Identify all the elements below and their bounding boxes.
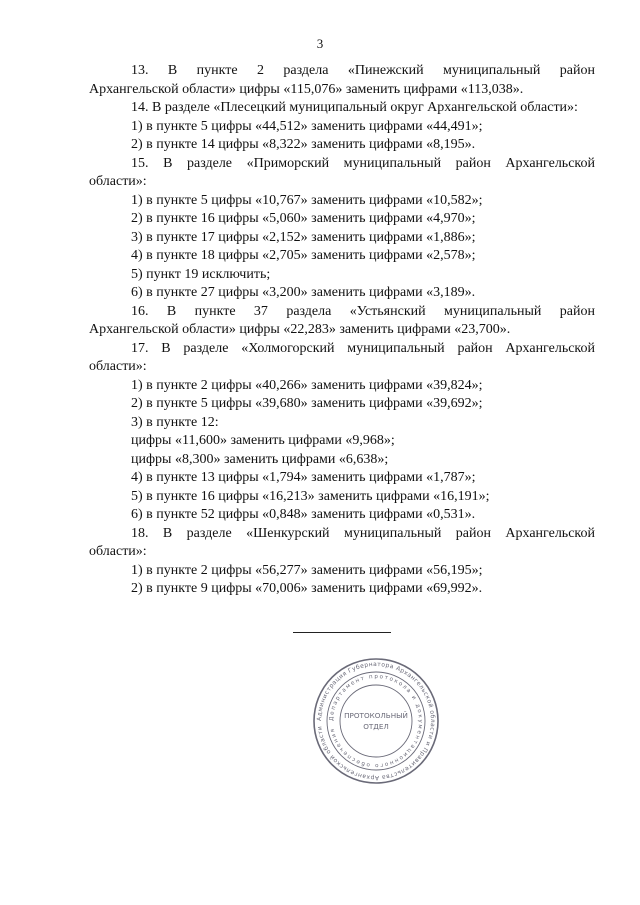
paragraph-item-15: 15. В разделе «Приморский муниципальный район Архангельской [131, 155, 595, 171]
sub-item: 1) в пункте 5 цифры «44,512» заменить цифрами «44,491»; [131, 118, 483, 134]
paragraph-item-17: 17. В разделе «Холмогорский муниципальный район Архангельской [131, 340, 595, 356]
sub-item: 2) в пункте 5 цифры «39,680» заменить цифрами «39,692»; [131, 396, 483, 411]
sub-item: 3) в пункте 12: [131, 414, 219, 430]
paragraph-line: области»: [89, 174, 147, 189]
paragraph-item-14: 14. В разделе «Плесецкий муниципальный округ Архангельской области»: [131, 100, 578, 115]
page-number: 3 [316, 36, 324, 51]
paragraph-item-13: 13. В пункте 2 раздела «Пинежский муниципальный район [131, 63, 595, 78]
paragraph-line: Архангельской области» цифры «22,283» заменить цифрами «23,700». [89, 322, 511, 337]
paragraph-line: Архангельской области» цифры «115,076» заменить цифрами «113,038». [89, 81, 524, 97]
sub-item: цифры «8,300» заменить цифрами «6,638»; [131, 451, 389, 467]
sub-item: 2) в пункте 9 цифры «70,006» заменить цифрами «69,992». [131, 581, 483, 596]
sub-item: 1) в пункте 5 цифры «10,767» заменить цифрами «10,582»; [131, 192, 483, 208]
paragraph-line: области»: [89, 544, 147, 559]
sub-item: цифры «11,600» заменить цифрами «9,968»; [131, 433, 395, 448]
sub-item: 2) в пункте 16 цифры «5,060» заменить цифрами «4,970»; [131, 211, 476, 226]
sub-item: 1) в пункте 2 цифры «40,266» заменить цифрами «39,824»; [131, 377, 483, 393]
sub-item: 6) в пункте 27 цифры «3,200» заменить цифрами «3,189». [131, 285, 476, 300]
official-stamp [310, 655, 442, 787]
svg-text:Департамент протокола и докуме [329, 674, 423, 768]
sub-item: 5) в пункте 16 цифры «16,213» заменить цифрами «16,191»; [131, 488, 490, 504]
paragraph-line: области»: [89, 359, 147, 374]
sub-item: 4) в пункте 18 цифры «2,705» заменить цифрами «2,578»; [131, 248, 476, 263]
sub-item: 1) в пункте 2 цифры «56,277» заменить цифрами «56,195»; [131, 562, 483, 578]
paragraph-item-16: 16. В пункте 37 раздела «Устьянский муниципальный район [131, 303, 595, 319]
sub-item: 5) пункт 19 исключить; [131, 266, 271, 282]
separator-line [293, 632, 391, 633]
stamp-inner-text: Департамент протокола и документационного обеспечения [328, 673, 424, 769]
sub-item: 2) в пункте 14 цифры «8,322» заменить цифрами «8,195». [131, 137, 476, 152]
stamp-center-line-2: ОТДЕЛ [363, 722, 389, 731]
document-body [89, 62, 595, 599]
sub-item: 6) в пункте 52 цифры «0,848» заменить цифрами «0,531». [131, 507, 476, 522]
sub-item: 4) в пункте 13 цифры «1,794» заменить цифрами «1,787»; [131, 470, 476, 485]
paragraph-item-18: 18. В разделе «Шенкурский муниципальный район Архангельской [131, 525, 595, 541]
sub-item: 3) в пункте 17 цифры «2,152» заменить цифрами «1,886»; [131, 229, 476, 245]
stamp-outer-text: Администрация Губернатора Архангельской области и Правительства Архангельской области [315, 660, 437, 782]
stamp-center-line-1: ПРОТОКОЛЬНЫЙ [344, 711, 408, 720]
